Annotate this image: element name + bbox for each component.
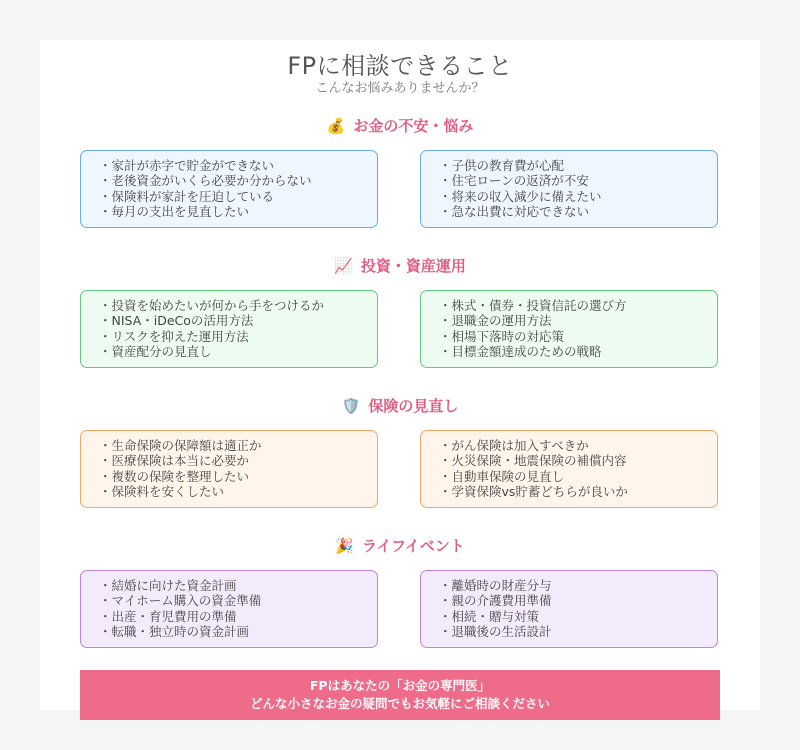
- list-item: ・保険料を安くしたい: [99, 484, 225, 500]
- section-title-text: 投資・資産運用: [360, 257, 466, 275]
- list-item: ・離婚時の財産分与: [439, 578, 552, 593]
- money-bag-icon: 💰: [326, 117, 346, 135]
- life-events-right-box: [420, 570, 718, 648]
- money-worries-left-box: [80, 150, 378, 228]
- page-subtitle: こんなお悩みありませんか？: [315, 81, 485, 96]
- list-item: ・結婚に向けた資金計画: [99, 578, 237, 593]
- list-item: ・老後資金がいくら必要か分からない: [99, 173, 312, 189]
- insurance-right-box: [420, 430, 718, 508]
- list-item: ・相場下落時の対応策: [439, 328, 565, 344]
- list-item: ・医療保険は本当に必要か: [99, 453, 250, 469]
- footer-line-2: どんな小さなお金の疑問でもお気軽にご相談ください: [249, 696, 550, 711]
- list-item: ・将来の収入減少に備えたい: [439, 188, 602, 204]
- list-item: ・リスクを抑えた運用方法: [99, 328, 249, 344]
- shield-icon: 🛡️: [341, 397, 361, 415]
- list-item: ・子供の教育費が心配: [439, 158, 565, 173]
- section-title-life-events: [40, 535, 760, 556]
- list-item: ・親の介護費用準備: [439, 593, 552, 609]
- list-item: ・投資を始めたいが何から手をつけるか: [99, 298, 325, 313]
- list-item: ・資産配分の見直し: [99, 344, 212, 360]
- list-item: ・マイホーム購入の資金準備: [99, 593, 262, 609]
- footer-banner: [80, 670, 720, 720]
- insurance-left-box: [80, 430, 378, 508]
- party-popper-icon: 🎉: [335, 537, 354, 555]
- section-title-investment: [40, 255, 760, 276]
- list-item: ・転職・独立時の資金計画: [99, 624, 250, 640]
- list-item: ・退職金の運用方法: [439, 313, 552, 329]
- main-card: [40, 40, 760, 710]
- list-item: ・NISA・iDeCoの活用方法: [99, 313, 254, 329]
- list-item: ・保険料が家計を圧迫している: [99, 188, 275, 204]
- footer-line-1: FPはあなたの「お金の専門医」: [309, 678, 491, 693]
- page-title: FPに相談できること: [287, 52, 513, 80]
- investment-left-box: [80, 290, 378, 368]
- list-item: ・株式・債券・投資信託の選び方: [439, 298, 627, 313]
- list-item: ・火災保険・地震保険の補償内容: [439, 453, 627, 469]
- list-item: ・学資保険vs貯蓄どちらが良いか: [439, 484, 628, 500]
- list-item: ・目標金額達成のための戦略: [439, 344, 602, 360]
- list-item: ・退職後の生活設計: [439, 624, 552, 640]
- list-item: ・相続・贈与対策: [439, 608, 540, 624]
- list-item: ・毎月の支出を見直したい: [99, 204, 250, 220]
- list-item: ・急な出費に対応できない: [439, 204, 590, 220]
- list-item: ・がん保険は加入すべきか: [439, 438, 589, 453]
- money-worries-right-box: [420, 150, 718, 228]
- section-title-text: ライフイベント: [361, 537, 465, 555]
- list-item: ・自動車保険の見直し: [439, 468, 565, 484]
- list-item: ・家計が赤字で貯金ができない: [99, 158, 275, 173]
- life-events-left-box: [80, 570, 378, 648]
- list-item: ・出産・育児費用の準備: [99, 608, 237, 624]
- chart-increasing-icon: 📈: [334, 257, 353, 275]
- section-title-text: 保険の見直し: [368, 397, 459, 415]
- section-title-insurance: [40, 395, 760, 416]
- list-item: ・複数の保険を整理したい: [99, 468, 250, 484]
- section-title-text: お金の不安・悩み: [353, 117, 474, 135]
- list-item: ・住宅ローンの返済が不安: [439, 173, 589, 189]
- section-title-money-worries: [40, 115, 760, 136]
- investment-right-box: [420, 290, 718, 368]
- list-item: ・生命保険の保障額は適正か: [99, 438, 262, 453]
